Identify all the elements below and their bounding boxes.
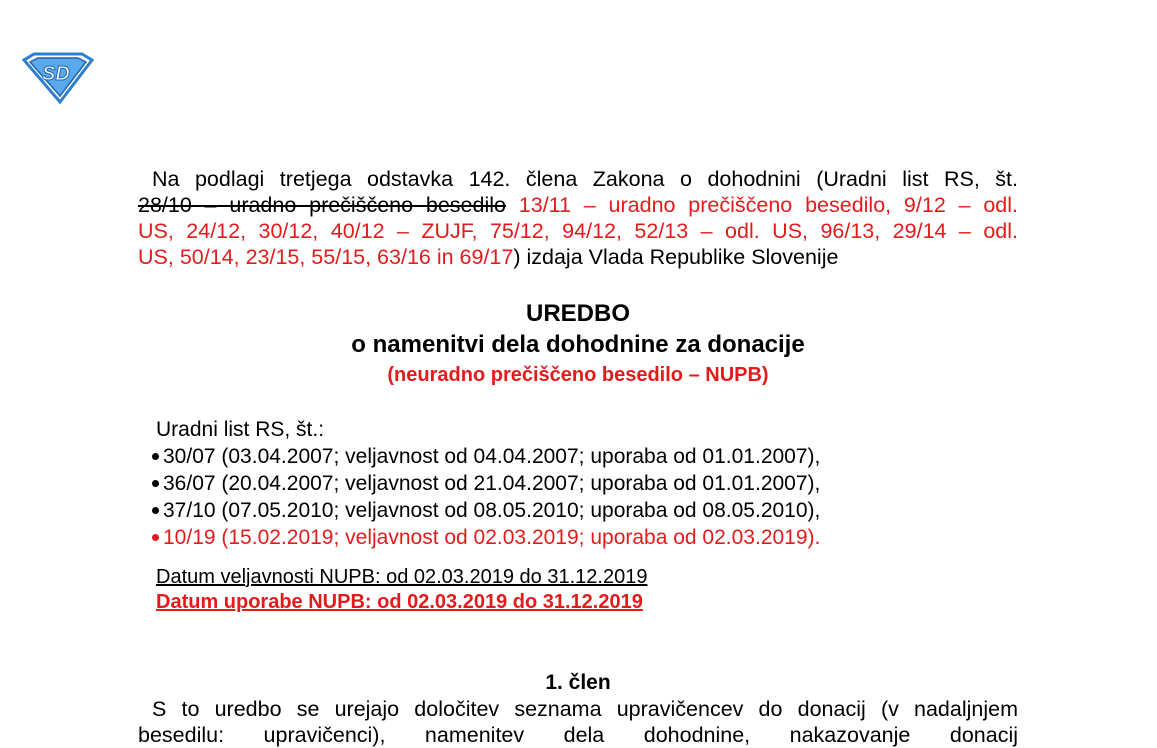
document-subtitle: o namenitvi dela dohodnine za donacije — [351, 331, 805, 358]
validity-date-line: Datum veljavnosti NUPB: od 02.03.2019 do 31.12.2019 — [156, 566, 648, 588]
svg-text:SD: SD — [42, 63, 70, 85]
gazette-item-text: 10/19 (15.02.2019; veljavnost od 02.03.2019; uporaba od 02.03.2019). — [163, 526, 821, 549]
document-title: UREDBO — [525, 300, 630, 327]
amendment-reference: 13/11 – uradno prečiščeno besedilo, 9/12 – odl. — [505, 193, 1018, 217]
bullet-icon — [152, 534, 159, 541]
gazette-item-text: 36/07 (20.04.2007; veljavnost od 21.04.2007; uporaba od 01.01.2007), — [163, 472, 821, 495]
gazette-item — [152, 443, 820, 470]
application-date-line: Datum uporabe NUPB: od 02.03.2019 do 31.12.2019 — [156, 591, 643, 613]
struck-reference: 28/10 – uradno prečiščeno besedilo — [138, 193, 506, 217]
article-1-heading: 1. člen — [545, 671, 611, 694]
gazette-item-text: 37/10 (07.05.2010; veljavnost od 08.05.2010; uporaba od 08.05.2010), — [163, 499, 821, 522]
gazette-item — [152, 470, 820, 497]
gazette-item — [152, 524, 820, 551]
gazette-list — [152, 416, 820, 551]
preamble-tail: ) izdaja Vlada Republike Slovenije — [513, 245, 839, 269]
article-1-paragraph — [138, 696, 1018, 748]
bullet-icon — [152, 480, 159, 487]
nupb-note: (neuradno prečiščeno besedilo – NUPB) — [387, 364, 769, 386]
bullet-icon — [152, 453, 159, 460]
amendment-reference-end: US, 50/14, 23/15, 55/15, 63/16 in 69/17 — [138, 245, 514, 269]
gazette-label: Uradni list RS, št.: — [156, 418, 325, 441]
preamble-paragraph — [138, 166, 1018, 270]
validity-dates — [156, 565, 647, 615]
gazette-item-text: 30/07 (03.04.2007; veljavnost od 04.04.2007; uporaba od 01.01.2007), — [163, 445, 821, 468]
bullet-icon — [152, 507, 159, 514]
article-1-line-2: besedilu: upravičenci), namenitev dela dohodnine, nakazovanje donacij — [138, 723, 1018, 747]
preamble-line-3: US, 24/12, 30/12, 40/12 – ZUJF, 75/12, 94/12, 52/13 – odl. US, 96/13, 29/14 – odl. — [138, 219, 1018, 243]
gazette-item — [152, 497, 820, 524]
article-1-line-1: S to uredbo se urejajo določitev seznama upravičencev do donacij (v nadaljnjem — [152, 697, 1018, 721]
sd-shield-logo-icon — [20, 48, 96, 104]
preamble-line-1: Na podlagi tretjega odstavka 142. člena Zakona o dohodnini (Uradni list RS, št. — [152, 167, 1018, 191]
preamble-line-4 — [138, 244, 1018, 270]
preamble-line-2 — [138, 192, 1018, 218]
